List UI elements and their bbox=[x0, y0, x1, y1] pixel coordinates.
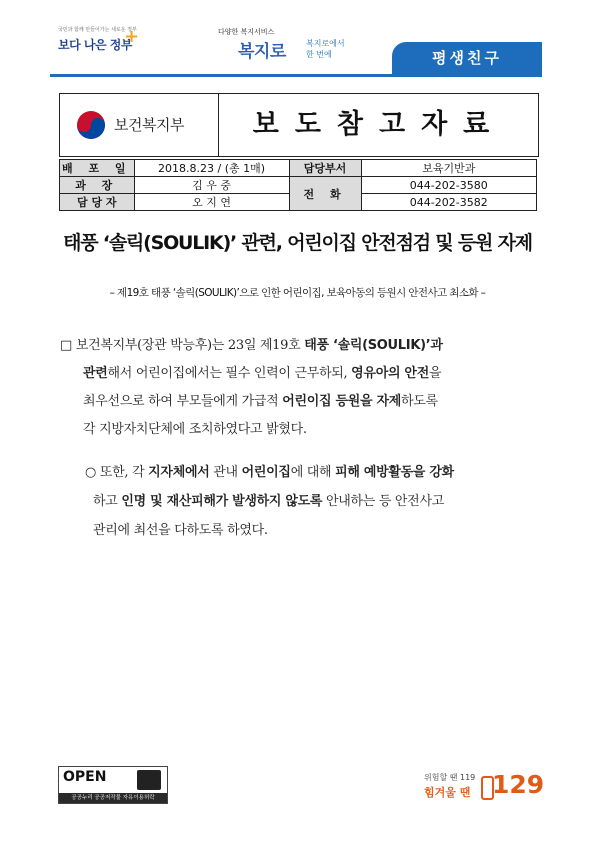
kogl-open-badge bbox=[58, 766, 168, 804]
dist-value: 2018.8.23 / (총 1매) bbox=[134, 160, 289, 177]
staff-value: 오 지 연 bbox=[134, 194, 289, 211]
sub-paragraph bbox=[62, 458, 542, 545]
para-line: 하고 인명 및 재산피해가 발생하지 않도록 안내하는 등 안전사고 bbox=[93, 494, 444, 509]
para-line: 관리에 최선을 다하도록 하였다. bbox=[93, 523, 268, 538]
para-line: □ 보건복지부(장관 박능후)는 23일 제19호 태풍 ‘솔릭(SOULIK)’과 bbox=[60, 338, 443, 353]
lifelong-friend-badge: 평생친구 bbox=[392, 42, 542, 74]
open-label: OPEN bbox=[63, 769, 107, 785]
headline: 태풍 ‘솔릭(SOULIK)’ 관련, 어린이집 안전점검 및 등원 자제 bbox=[63, 232, 532, 254]
chief-label: 과 장 bbox=[60, 177, 135, 194]
subheadline: – 제19호 태풍 ‘솔릭(SOULIK)’으로 인한 어린이집, 보육아동의 등원시 안전사고 최소화 – bbox=[109, 287, 486, 299]
open-bar: 공공누리 공공저작물 자유이용허락 bbox=[59, 793, 167, 803]
taegeuk-icon bbox=[76, 110, 106, 140]
para-line: 각 지방자치단체에 조치하였다고 밝혔다. bbox=[83, 422, 307, 437]
call-t2: 힘겨울 땐 bbox=[424, 786, 471, 799]
para-line: 관련해서 어린이집에서는 필수 인력이 근무하되, 영유아의 안전을 bbox=[83, 366, 442, 381]
ministry-logo bbox=[60, 94, 219, 156]
person-icon bbox=[137, 770, 161, 790]
para-line: ○ 또한, 각 지자체에서 관내 어린이집에 대해 피해 예방활동을 강화 bbox=[85, 465, 454, 480]
call-129-logo bbox=[424, 770, 544, 804]
bokjiro-r2: 한 번에 bbox=[306, 50, 332, 59]
phone-label: 전 화 bbox=[289, 177, 361, 211]
gov-logo bbox=[58, 26, 140, 56]
dist-label: 배 포 일 bbox=[60, 160, 135, 177]
dept-label: 담당부서 bbox=[289, 160, 361, 177]
page-title: 보도참고자료 bbox=[252, 109, 506, 140]
staff-label: 담 당 자 bbox=[60, 194, 135, 211]
bokjiro-r1: 복지로에서 bbox=[306, 39, 345, 48]
bokjiro-main: 복지로 bbox=[238, 42, 286, 62]
dept-value: 보육기반과 bbox=[361, 160, 536, 177]
chief-value: 김 우 중 bbox=[134, 177, 289, 194]
main-paragraph bbox=[60, 332, 542, 444]
gov-logo-text: 보다 나은 정부 bbox=[58, 38, 132, 52]
call-t1: 위험할 땐 119 bbox=[424, 773, 476, 782]
bokjiro-logo bbox=[212, 24, 372, 64]
call-number: 129 bbox=[492, 770, 545, 799]
para-line: 최우선으로 하여 부모들에게 가급적 어린이집 등원을 자제하도록 bbox=[83, 394, 438, 409]
table-row bbox=[60, 160, 537, 177]
gov-logo-small: 국민과 함께 만들어가는 새로운 정부 bbox=[58, 27, 137, 33]
phone1: 044-202-3580 bbox=[361, 177, 536, 194]
square-bullet: □ bbox=[60, 338, 72, 353]
info-table bbox=[59, 159, 537, 211]
circle-bullet: ○ bbox=[85, 465, 97, 480]
header-divider bbox=[50, 74, 542, 77]
plus-icon: + bbox=[124, 26, 140, 47]
ministry-name: 보건복지부 bbox=[114, 116, 184, 134]
phone2: 044-202-3582 bbox=[361, 194, 536, 211]
press-header bbox=[59, 93, 539, 157]
table-row bbox=[60, 177, 537, 194]
bokjiro-sub: 다양한 복지서비스 bbox=[218, 28, 275, 36]
